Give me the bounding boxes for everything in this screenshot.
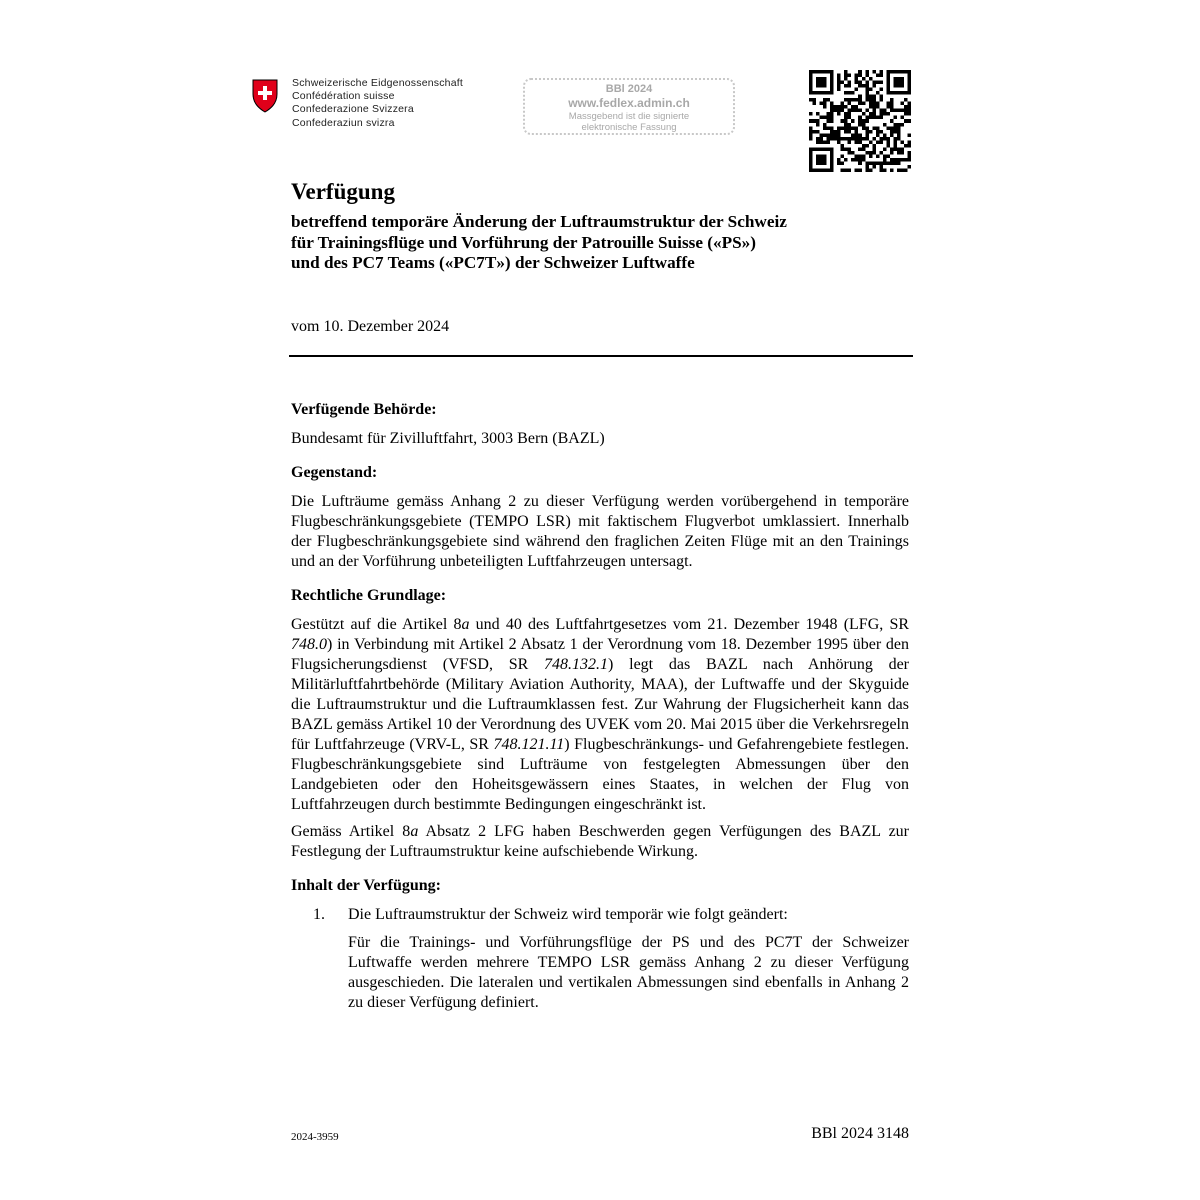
document-subtitle: [291, 212, 931, 274]
document-title: Verfügung: [291, 179, 395, 204]
authority-text: Bundesamt für Zivilluftfahrt, 3003 Bern (BAZL): [291, 430, 605, 447]
text-run: Gestützt auf die Artikel 8: [291, 616, 462, 633]
legal-basis-paragraph-2: [291, 822, 909, 862]
italic-run: 748.121.11: [493, 736, 565, 753]
list-item-text: Die Luftraumstruktur der Schweiz wird temporär wie folgt geändert:: [348, 906, 788, 923]
text-run: und 40 des Luftfahrtgesetzes vom 21. Dezember 1948 (LFG, SR: [469, 616, 910, 633]
conf-name-fr: Confédération suisse: [292, 90, 395, 103]
stamp-line-1: BBl 2024: [605, 83, 653, 95]
qr-code-icon: [809, 70, 911, 172]
section-heading-content: Inhalt der Verfügung:: [291, 877, 441, 894]
title-divider: [289, 355, 913, 357]
confederation-names: [292, 77, 463, 130]
subtitle-line: für Trainingsflüge und Vorführung der Patrouille Suisse («PS»): [291, 232, 756, 252]
italic-run: a: [410, 823, 419, 840]
list-item: [313, 905, 909, 925]
stamp-line-4: elektronische Fassung: [581, 122, 677, 133]
stamp-line-2: www.fedlex.admin.ch: [568, 96, 690, 110]
subtitle-line: und des PC7 Teams («PC7T») der Schweizer Luftwaffe: [291, 253, 695, 272]
section-heading-authority: Verfügende Behörde:: [291, 401, 437, 418]
list-item-subparagraph: Für die Trainings- und Vorführungsflüge der PS und des PC7T der Schweizer Luftwaffe werden mehrere TEMPO LSR gemäss Anhang 2 zu dieser Verfügung ausgeschieden. Die lateralen und vertikalen Abmessungen sind ebenfalls in Anhang 2 zu dieser Verfügung definiert.: [348, 934, 909, 1011]
swiss-shield-icon: [252, 79, 278, 113]
italic-run: 748.0: [291, 636, 327, 653]
stamp-line-3: Massgebend ist die signierte: [568, 111, 690, 122]
legal-basis-paragraph-1: [291, 615, 909, 815]
text-run: ) Flugbeschränkungs- und Gefahrengebiete festlegen. Flugbeschränkungsgebiete sind Lufträume von festgelegten Abmessungen über den Landgebieten oder den Hoheitsgewässern eines Staates, in welchen der Flug von Luftfahrzeugen durch bestimmte Bedingungen eingeschränkt ist.: [291, 736, 909, 813]
text-run: ) in Verbindung mit Artikel 2 Absatz 1 der Verordnung vom 18. Dezember 1995 über den Flugsicherungsdienst (VFSD, SR: [291, 636, 909, 673]
conf-name-it: Confederazione Svizzera: [292, 103, 414, 116]
text-run: Absatz 2 LFG haben Beschwerden gegen Verfügungen des BAZL zur Festlegung der Luftraumstruktur keine aufschiebende Wirkung.: [291, 823, 910, 860]
document-date: vom 10. Dezember 2024: [291, 318, 450, 335]
publication-stamp: [523, 78, 735, 135]
italic-run: a: [461, 616, 470, 633]
document-body: [291, 400, 909, 1013]
numbered-list: [313, 905, 909, 925]
list-item-number: 1.: [313, 906, 325, 923]
text-run: ) legt das BAZL nach Anhörung der Militärluftfahrtbehörde (Military Aviation Authority, MAA), der Luftwaffe und der Skyguide die Luftraumstruktur und die Luftraumklassen fest. Zur Wahrung der Flugsicherheit kann das BAZL gemäss Artikel 10 der Verordnung des UVEK vom 20. Mai 2015 über die Verkehrsregeln für Luftfahrzeuge (VRV-L, SR: [291, 656, 909, 753]
subtitle-line: betreffend temporäre Änderung der Luftraumstruktur der Schweiz: [291, 212, 787, 231]
section-heading-subject: Gegenstand:: [291, 464, 378, 481]
federal-logo: [252, 77, 463, 130]
text-run: Gemäss Artikel 8: [291, 823, 411, 840]
document-number: 2024-3959: [291, 1131, 339, 1143]
subject-text: Die Lufträume gemäss Anhang 2 zu dieser Verfügung werden vorübergehend in temporäre Flugbeschränkungsgebiete (TEMPO LSR) mit faktischem Flugverbot umklassiert. Innerhalb der Flugbeschränkungsgebiete sind während den fraglichen Zeiten Flüge mit an den Trainings und an der Vorführung unbeteiligten Luftfahrzeugen untersagt.: [291, 493, 909, 570]
conf-name-de: Schweizerische Eidgenossenschaft: [292, 77, 463, 89]
conf-name-rm: Confederaziun svizra: [292, 116, 395, 129]
italic-run: 748.132.1: [544, 656, 609, 673]
section-heading-legal-basis: Rechtliche Grundlage:: [291, 587, 447, 604]
page-reference: BBl 2024 3148: [811, 1125, 909, 1142]
